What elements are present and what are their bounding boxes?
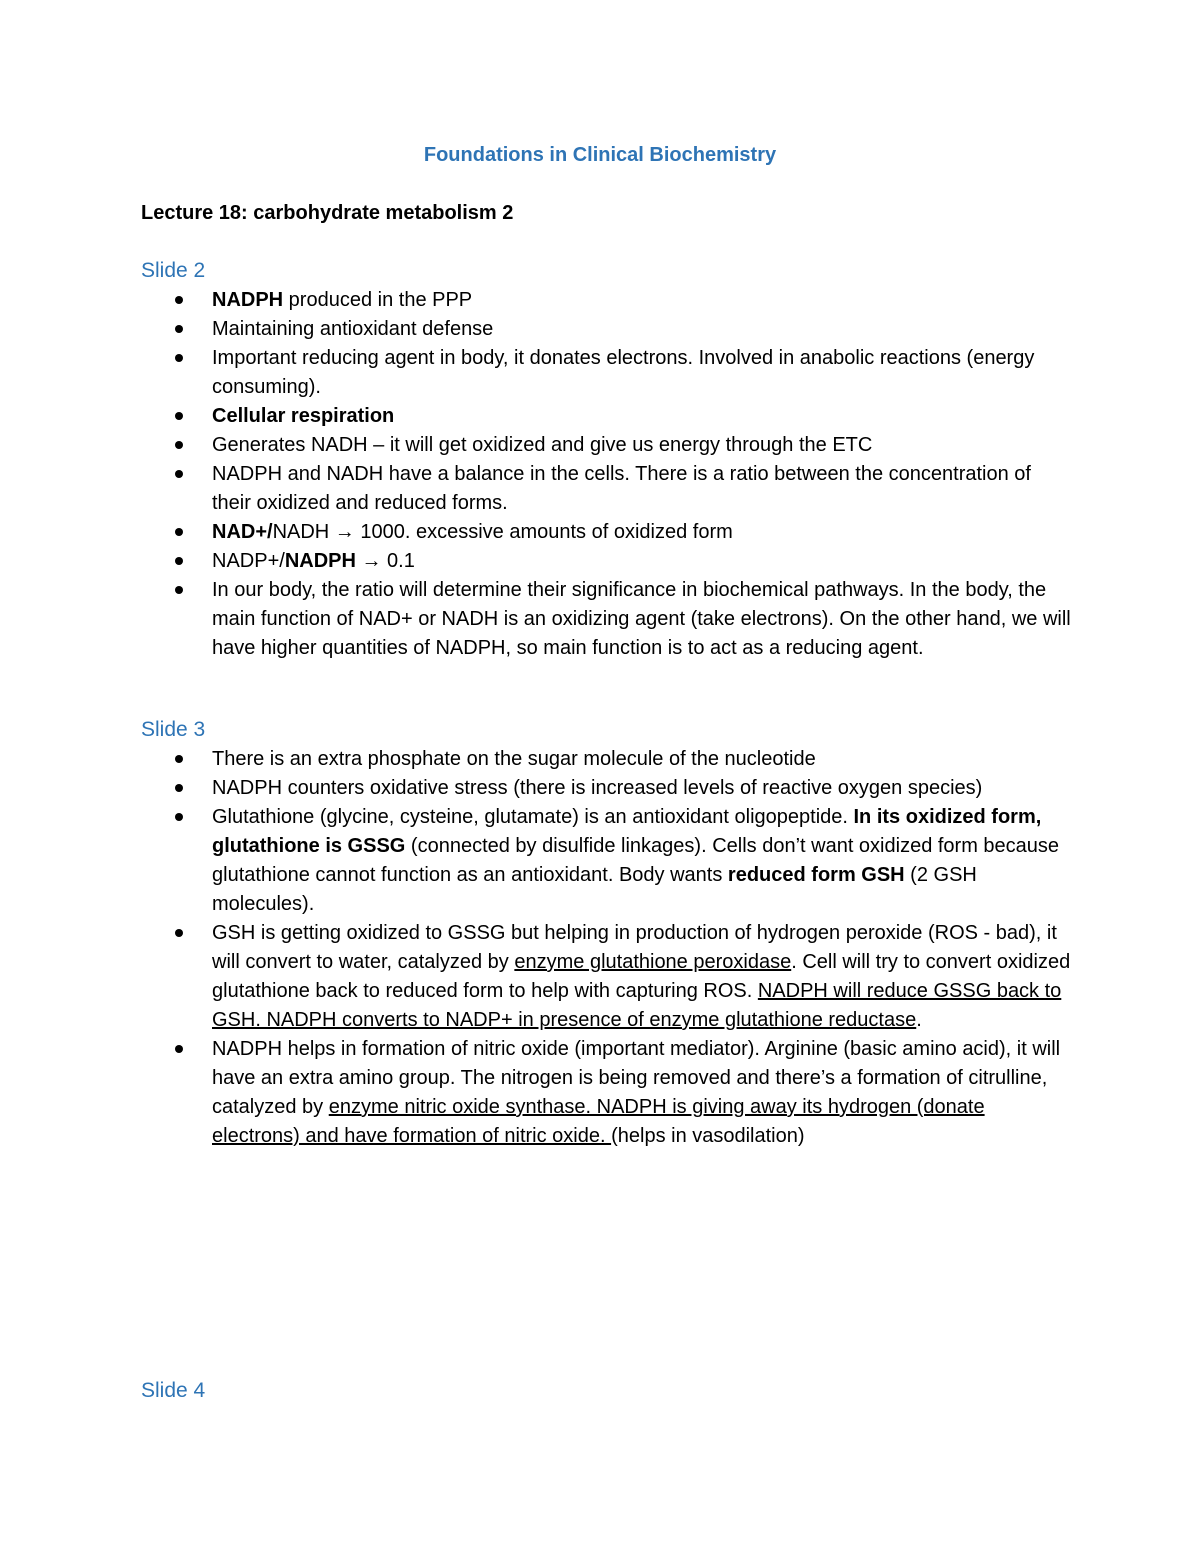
list-item: In our body, the ratio will determine their significance in biochemical pathways. In the body, the main function of NAD+ or NADH is an oxidizing agent (take electrons). On the other hand, we will have higher quantities of NADPH, so main function is to act as a reducing agent. [212, 576, 1072, 663]
list-item: Cellular respiration [212, 402, 1072, 431]
list-item: NADPH helps in formation of nitric oxide (important mediator). Arginine (basic amino acid), it will have an extra amino group. The nitrogen is being removed and there’s a formation of citrulline, catalyzed by enzyme nitric oxide synthase. NADPH is giving away its hydrogen (donate electrons) and have formation of nitric oxide. (helps in vasodilation) [212, 1035, 1072, 1151]
list-item: Glutathione (glycine, cysteine, glutamate) is an antioxidant oligopeptide. In its oxidized form, glutathione is GSSG (connected by disulfide linkages). Cells don’t want oxidized form because glutathione cannot function as an antioxidant. Body wants reduced form GSH (2 GSH molecules). [212, 803, 1072, 919]
slide-3-bullet-list [212, 745, 1072, 1151]
slide-4-heading: Slide 4 [141, 1379, 206, 1402]
slide-2-bullet-list [212, 286, 1072, 663]
list-item: GSH is getting oxidized to GSSG but helping in production of hydrogen peroxide (ROS - bad), it will convert to water, catalyzed by enzyme glutathione peroxidase. Cell will try to convert oxidized glutathione back to reduced form to help with capturing ROS. NADPH will reduce GSSG back to GSH. NADPH converts to NADP+ in presence of enzyme glutathione reductase. [212, 919, 1072, 1035]
list-item: NAD+/NADH → 1000. excessive amounts of oxidized form [212, 518, 1072, 547]
list-item: NADP+/NADPH → 0.1 [212, 547, 1072, 576]
list-item: NADPH counters oxidative stress (there is increased levels of reactive oxygen species) [212, 774, 1072, 803]
document-title: Foundations in Clinical Biochemistry [423, 144, 777, 166]
list-item: Important reducing agent in body, it donates electrons. Involved in anabolic reactions (energy consuming). [212, 344, 1072, 402]
list-item: NADPH produced in the PPP [212, 286, 1072, 315]
list-item: Generates NADH – it will get oxidized and give us energy through the ETC [212, 431, 1072, 460]
list-item: NADPH and NADH have a balance in the cells. There is a ratio between the concentration of their oxidized and reduced forms. [212, 460, 1072, 518]
lecture-title: Lecture 18: carbohydrate metabolism 2 [141, 202, 514, 224]
slide-2-heading: Slide 2 [141, 259, 206, 282]
list-item: There is an extra phosphate on the sugar molecule of the nucleotide [212, 745, 1072, 774]
slide-3-heading: Slide 3 [141, 718, 206, 741]
list-item: Maintaining antioxidant defense [212, 315, 1072, 344]
